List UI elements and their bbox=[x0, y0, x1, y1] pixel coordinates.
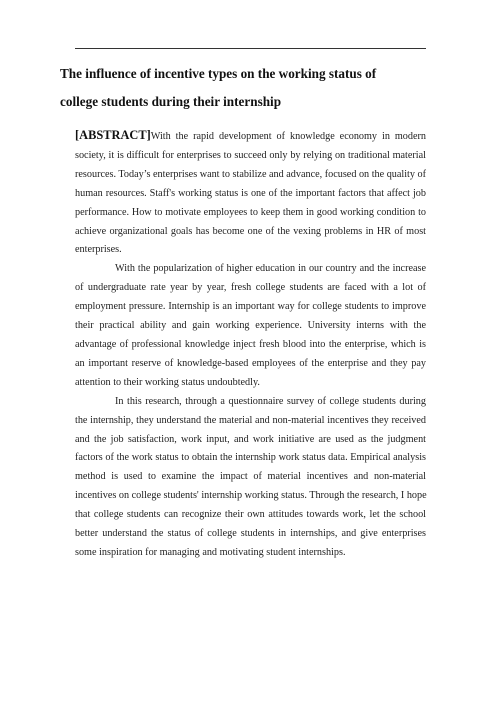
paragraph-line: employment pressure. Internship is an important way for college students to improve bbox=[75, 301, 426, 313]
paragraph-line: advantage of professional knowledge inject fresh blood into the enterprise, which is bbox=[75, 338, 426, 350]
paragraph-line: enterprises. bbox=[75, 244, 122, 256]
paragraph-line: incentives on college students' internship working status. Through the research, I hope bbox=[75, 490, 427, 502]
paragraph-line: an important reserve of knowledge-based employees of the enterprise and they pay bbox=[75, 357, 426, 369]
paragraph-line: of undergraduate rate year by year, fresh college students are faced with a lot of bbox=[75, 282, 426, 294]
document-title bbox=[60, 60, 440, 116]
paragraph-line: society, it is difficult for enterprises to succeed only by relying on traditional material bbox=[75, 149, 426, 161]
header-rule bbox=[75, 48, 426, 49]
paragraph-line: their practical ability and gain working experience. University interns with the bbox=[75, 320, 426, 332]
paragraph-line: achieve organizational goals has become one of the vexing problems in HR of most bbox=[75, 225, 426, 237]
paragraph-line: and the job satisfaction, work input, and work initiative are used as the judgment bbox=[75, 433, 426, 445]
title-line: The influence of incentive types on the working status of bbox=[60, 66, 377, 81]
paragraph-line: resources. Today’s enterprises want to stabilize and advance, focused on the quality of bbox=[75, 168, 427, 180]
paragraph-line: performance. How to motivate employees to keep them in good working condition to bbox=[75, 206, 426, 218]
paragraph-line: some inspiration for managing and motivating student internships. bbox=[75, 546, 346, 558]
paragraph-line: attention to their working status undoubtedly. bbox=[75, 376, 260, 388]
paragraph-line-text: With the rapid development of knowledge economy in modern bbox=[150, 131, 426, 142]
body-paragraph bbox=[75, 260, 426, 392]
paragraph-line: human resources. Staff's working status is one of the important factors that affect job bbox=[75, 187, 426, 199]
paragraph-line: In this research, through a questionnaire survey of college students during bbox=[115, 395, 426, 407]
paragraph-line bbox=[75, 126, 426, 147]
abstract-paragraph bbox=[75, 126, 426, 260]
paragraph-line: With the popularization of higher education in our country and the increase bbox=[115, 263, 426, 275]
title-line: college students during their internship bbox=[60, 94, 282, 109]
abstract-label: [ABSTRACT] bbox=[75, 128, 151, 142]
abstract-body bbox=[75, 126, 426, 563]
paragraph-line: the internship, they understand the material and non-material incentives they received bbox=[75, 414, 426, 426]
paragraph-line: that college students can recognize their own attitudes towards work, let the school bbox=[75, 509, 426, 521]
paragraph-line: better understand the status of college students in internships, and give enterprises bbox=[75, 528, 426, 540]
body-paragraph bbox=[75, 393, 426, 563]
paragraph-line: method is used to examine the impact of material incentives and non-material bbox=[75, 471, 426, 483]
paragraph-line: factors of the work status to obtain the internship work status data. Empirical analysis bbox=[75, 452, 426, 464]
